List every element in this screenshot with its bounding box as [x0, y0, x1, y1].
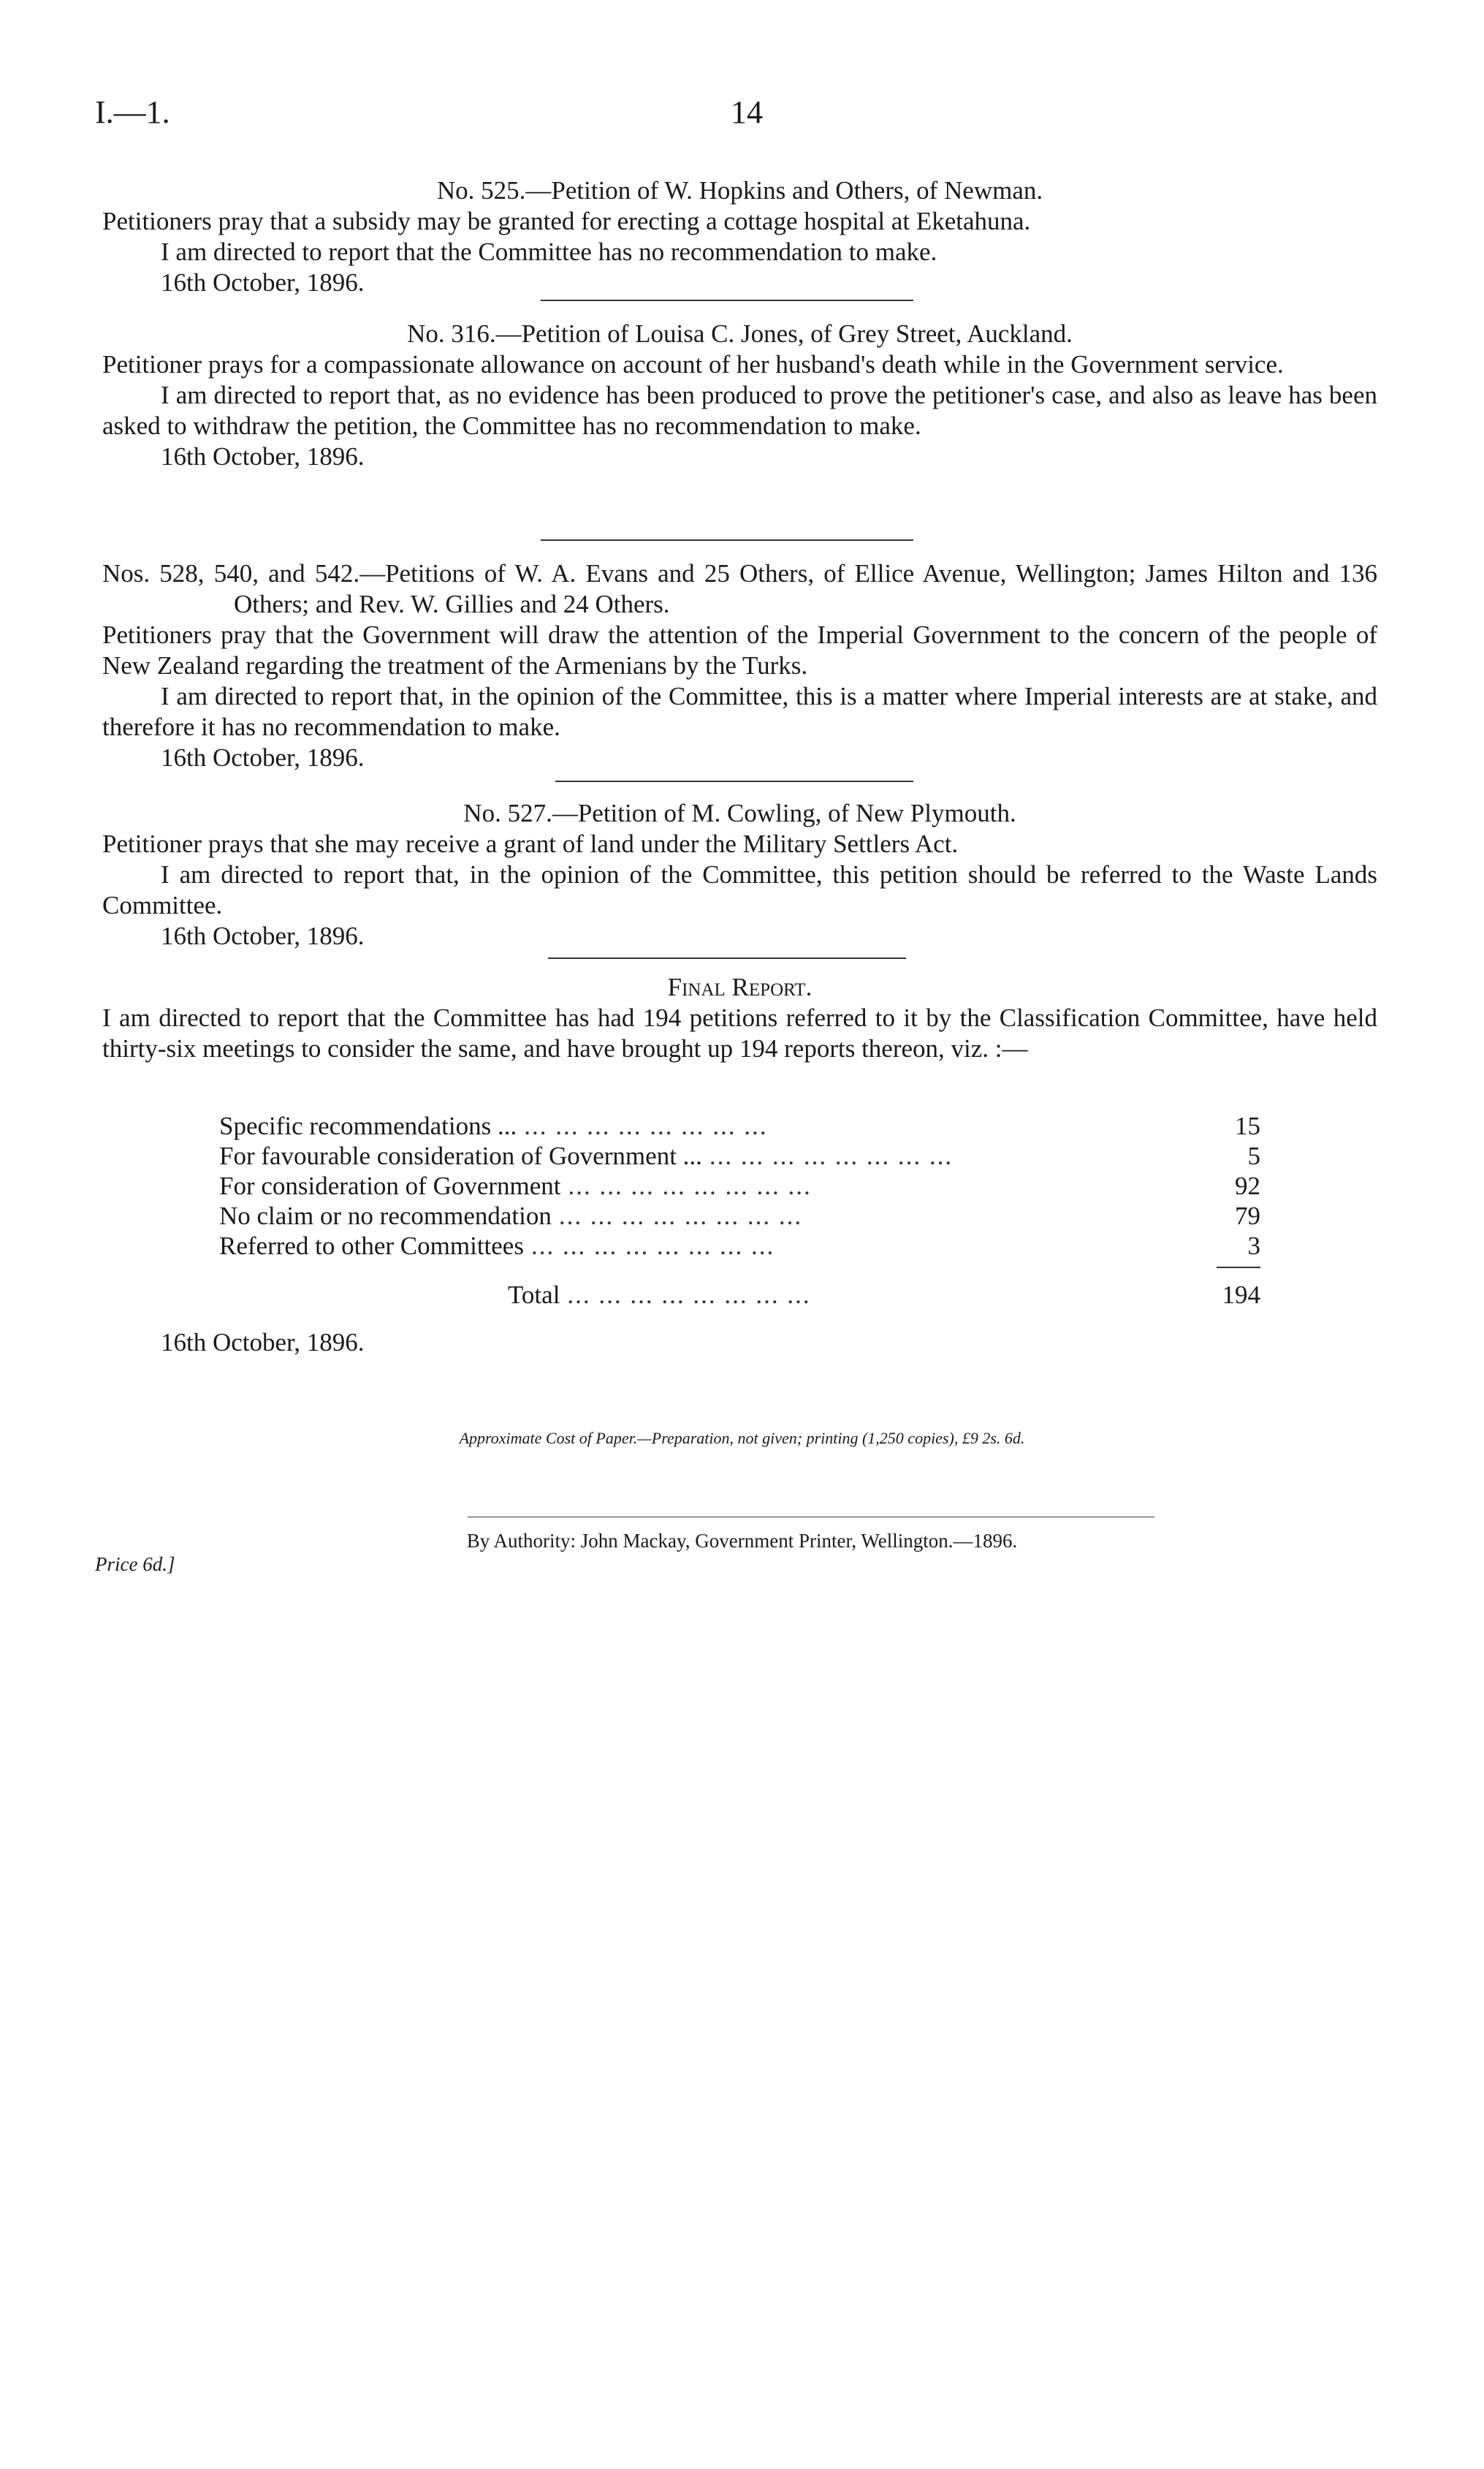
leader-dots: ... ... ... ... ... ... ... ... — [568, 1172, 812, 1200]
petition-body: Petitioner prays that she may receive a grant of land under the Military Settlers Act. — [102, 830, 959, 858]
petition-date: 16th October, 1896. — [161, 442, 365, 471]
petition-525 — [102, 175, 1377, 298]
section-divider — [548, 957, 906, 959]
petition-527 — [102, 798, 1377, 952]
total-label: Total — [508, 1281, 560, 1309]
petition-title: No. 316.—Petition of Louisa C. Jones, of Grey Street, Auckland. — [407, 319, 1073, 348]
leader-dots: ... ... ... ... ... ... ... ... — [567, 1281, 811, 1309]
summary-row — [219, 1231, 1260, 1261]
petition-report: I am directed to report that, as no evidence has been produced to prove the petitioner's case, and also as leave has been asked to withdraw the petition, the Committee has no recommendation to make. — [102, 381, 1377, 440]
sum-rule — [1217, 1267, 1260, 1268]
summary-label: For consideration of Government — [219, 1172, 561, 1200]
petition-body: Petitioner prays for a compassionate allowance on account of her husband's death while in the Government service. — [102, 350, 1284, 379]
petition-report: I am directed to report that, in the opinion of the Committee, this is a matter where Imperial interests are at stake, and therefore it has no recommendation to make. — [102, 682, 1377, 741]
leader-dots: ... ... ... ... ... ... ... ... — [530, 1232, 775, 1260]
leader-dots: ... ... ... ... ... ... ... ... — [709, 1142, 954, 1170]
summary-row — [219, 1141, 1260, 1171]
final-report-heading: Final Report. — [667, 973, 813, 1001]
petition-report: I am directed to report that the Committee has no recommendation to make. — [161, 238, 937, 266]
summary-table — [219, 1111, 1260, 1310]
petition-body: Petitioners pray that a subsidy may be granted for erecting a cottage hospital at Eketahuna. — [102, 207, 1031, 235]
summary-label: Referred to other Committees — [219, 1232, 524, 1260]
petition-date: 16th October, 1896. — [161, 743, 365, 772]
total-value: 194 — [1222, 1281, 1260, 1309]
summary-value: 5 — [1247, 1142, 1260, 1170]
leader-dots: ... ... ... ... ... ... ... ... — [558, 1202, 803, 1230]
series-number: I.—1. — [95, 94, 170, 130]
petition-date: 16th October, 1896. — [161, 922, 365, 950]
petition-title: No. 525.—Petition of W. Hopkins and Others, of Newman. — [436, 176, 1043, 205]
petition-title: No. 527.—Petition of M. Cowling, of New Plymouth. — [463, 799, 1016, 827]
petition-date: 16th October, 1896. — [161, 268, 365, 297]
cost-note: Approximate Cost of Paper.—Preparation, not given; printing (1,250 copies), £9 2s. 6d. — [459, 1429, 1025, 1447]
final-report-intro: I am directed to report that the Committee has had 194 petitions referred to it by the Classification Committee, have held thirty-six meetings to consider the same, and have brought up 194 reports thereon, viz. :— — [102, 1004, 1377, 1063]
summary-label: No claim or no recommendation — [219, 1202, 552, 1230]
summary-row — [219, 1171, 1260, 1201]
summary-row — [219, 1201, 1260, 1231]
summary-value: 92 — [1235, 1172, 1260, 1200]
summary-label: For favourable consideration of Government ... — [219, 1142, 702, 1170]
section-divider — [555, 781, 913, 782]
leader-dots: ... ... ... ... ... ... ... ... — [524, 1112, 768, 1140]
section-divider — [541, 539, 913, 541]
petition-report: I am directed to report that, in the opinion of the Committee, this petition should be referred to the Waste Lands Committee. — [102, 860, 1377, 919]
final-report-date: 16th October, 1896. — [161, 1328, 365, 1357]
printer-authority: By Authority: John Mackay, Government Printer, Wellington.—1896. — [466, 1530, 1018, 1552]
summary-label: Specific recommendations ... — [219, 1112, 517, 1140]
summary-value: 3 — [1247, 1232, 1260, 1260]
summary-row — [219, 1111, 1260, 1141]
summary-value: 15 — [1235, 1112, 1260, 1140]
total-row — [219, 1280, 1260, 1310]
petition-316 — [102, 319, 1377, 472]
price-note: Price 6d.] — [95, 1553, 175, 1575]
page-number: 14 — [731, 94, 763, 130]
petition-title: Nos. 528, 540, and 542.—Petitions of W. A. Evans and 25 Others, of Ellice Avenue, Wellington; James Hilton and 136 Others; and Rev. W. Gillies and 24 Others. — [102, 559, 1377, 618]
petition-body: Petitioners pray that the Government will draw the attention of the Imperial Government to the concern of the people of New Zealand regarding the treatment of the Armenians by the Turks. — [102, 621, 1377, 680]
summary-value: 79 — [1235, 1202, 1260, 1230]
petitions-528-540-542 — [102, 558, 1377, 773]
final-report — [102, 972, 1377, 1064]
final-report-date-block — [102, 1327, 1377, 1358]
section-divider — [541, 300, 913, 301]
